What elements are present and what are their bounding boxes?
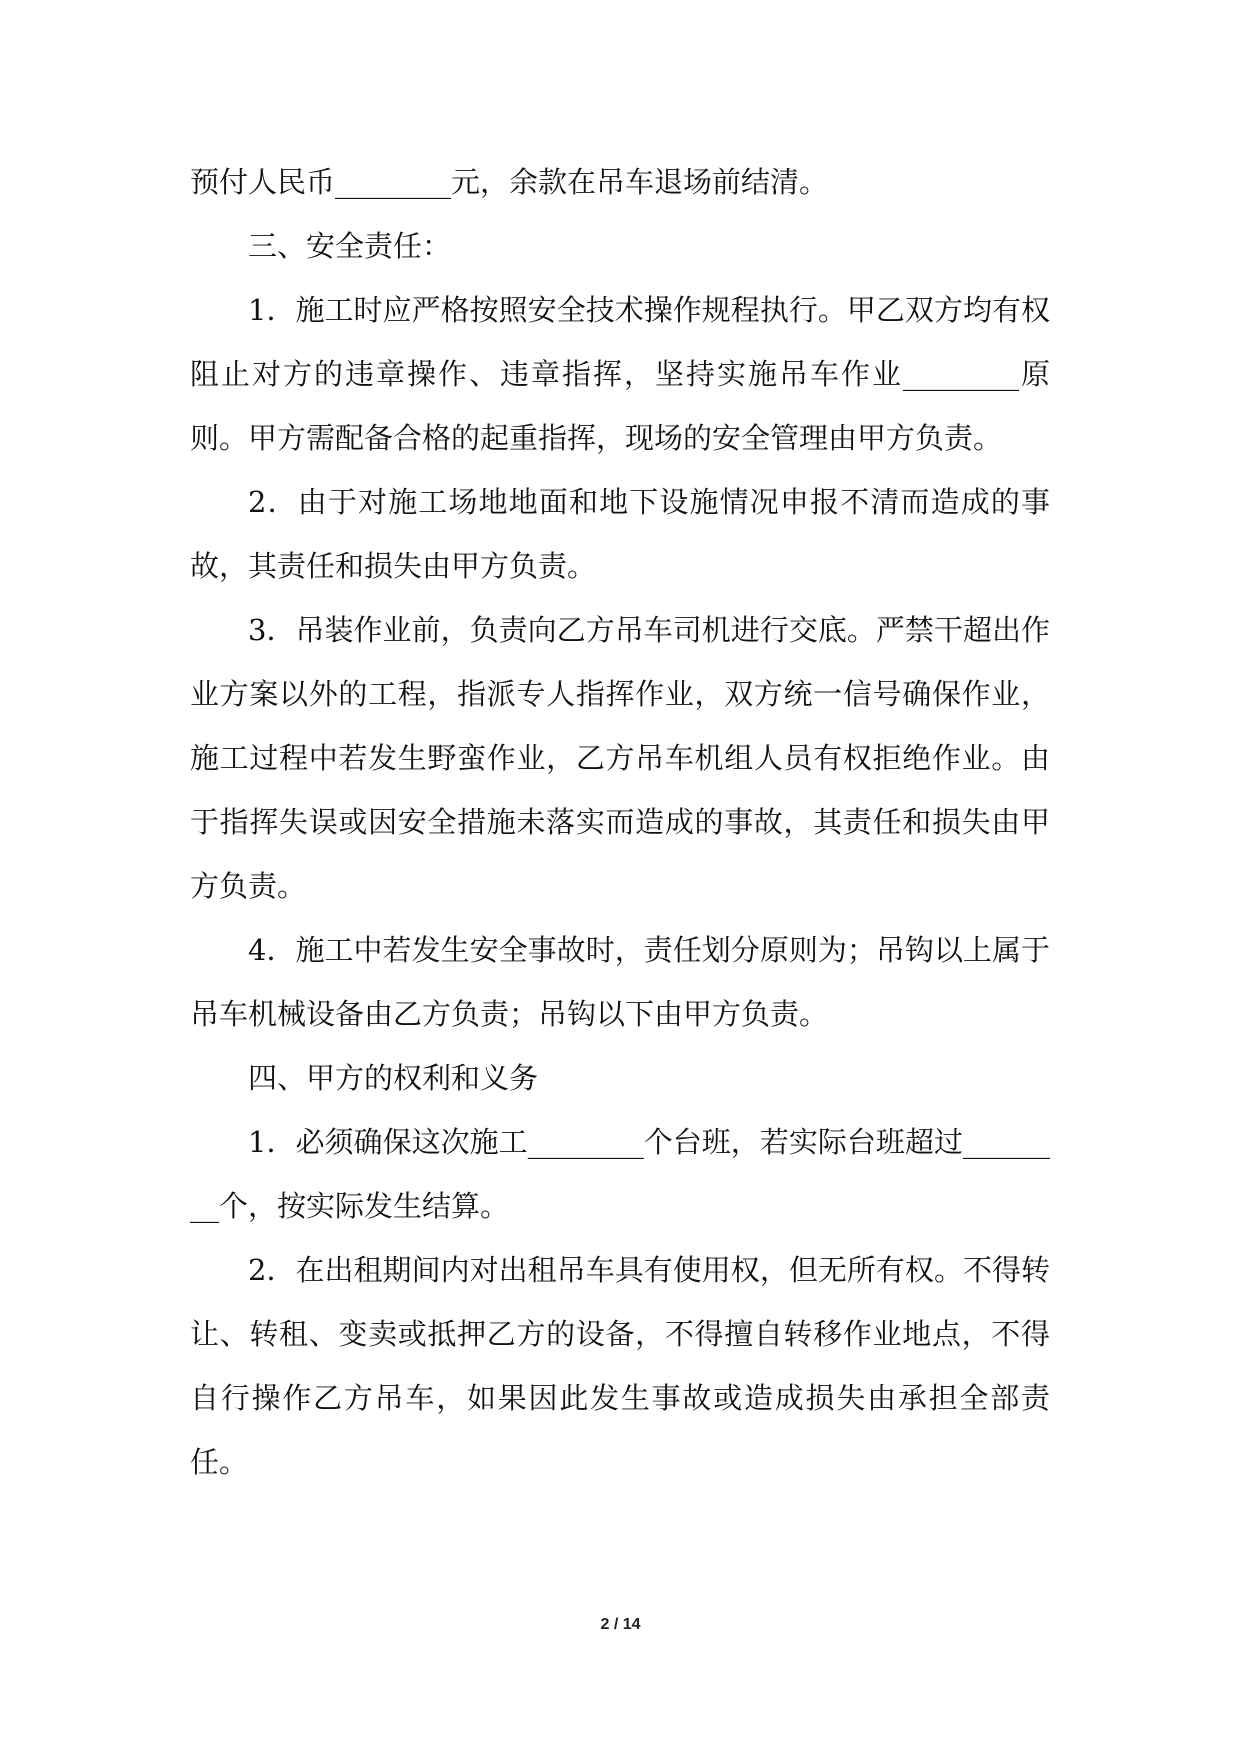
section-heading-party-a: 四、甲方的权利和义务	[248, 1061, 539, 1095]
paragraph-safety-3: 3．吊装作业前，负责向乙方吊车司机进行交底。严禁干超出作业方案以外的工程，指派专人指挥作业，双方统一信号确保作业，施工过程中若发生野蛮作业，乙方吊车机组人员有权拒绝作业。由于指挥失误或因安全措施未落实而造成的事故，其责任和损失由甲方负责。	[190, 613, 1050, 903]
paragraph-1: 预付人民币________元，余款在吊车退场前结清。	[190, 165, 829, 199]
document-body	[190, 150, 1050, 1494]
paragraph-safety-4: 4．施工中若发生安全事故时，责任划分原则为；吊钩以上属于吊车机械设备由乙方负责；吊钩以下由甲方负责。	[190, 933, 1050, 1031]
page-number: 2 / 14	[600, 1616, 641, 1633]
section-heading-safety: 三、安全责任：	[248, 229, 452, 263]
paragraph-safety-1: 1．施工时应严格按照安全技术操作规程执行。甲乙双方均有权阻止对方的违章操作、违章指挥，坚持实施吊车作业________原则。甲方需配备合格的起重指挥，现场的安全管理由甲方负责。	[190, 293, 1050, 455]
paragraph-safety-2: 2．由于对施工场地地面和地下设施情况申报不清而造成的事故，其责任和损失由甲方负责。	[190, 485, 1050, 583]
paragraph-party-a-1: 1．必须确保这次施工________个台班，若实际台班超过________个，按实际发生结算。	[190, 1125, 1050, 1223]
paragraph-party-a-2: 2．在出租期间内对出租吊车具有使用权，但无所有权。不得转让、转租、变卖或抵押乙方的设备，不得擅自转移作业地点，不得自行操作乙方吊车，如果因此发生事故或造成损失由承担全部责任。	[190, 1253, 1050, 1479]
